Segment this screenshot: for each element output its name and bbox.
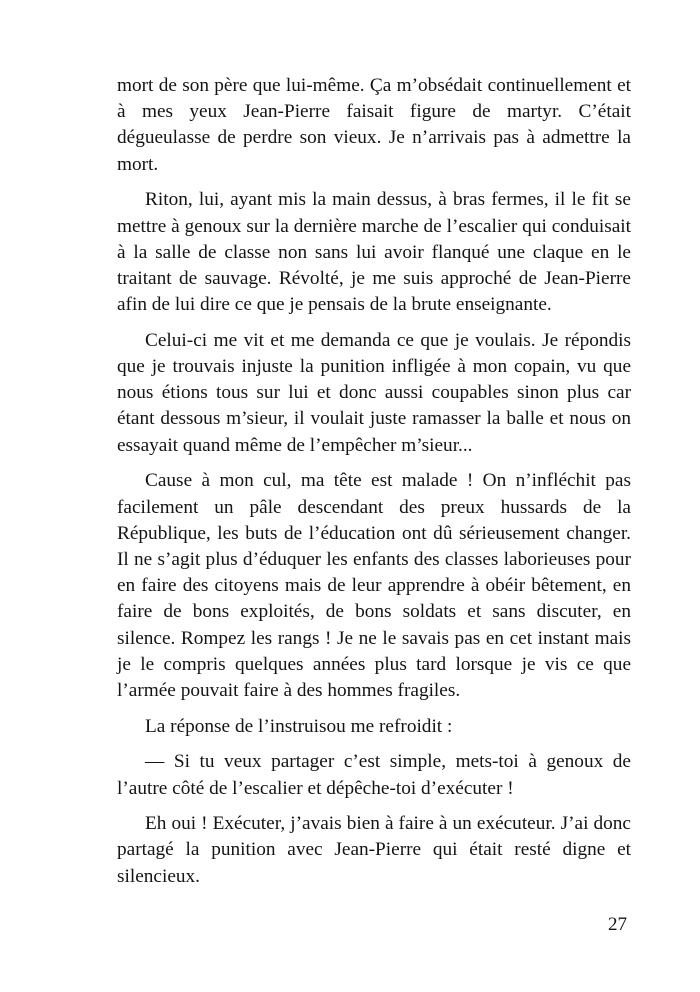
paragraph-6-dialogue: — Si tu veux partager c’est simple, mets-toi à genoux de l’autre côté de l’escalier et dépêche-toi d’exécuter ! <box>117 751 631 799</box>
paragraph-4: Cause à mon cul, ma tête est malade ! On n’infléchit pas facilement un pâle descendant des preux hussards de la République, les buts de l’éducation ont dû sérieusement changer. Il ne s’agit plus d’éduquer les enfants des classes laborieuses pour en faire des citoyens mais de leur apprendre à obéir bêtement, en faire de bons exploités, de bons soldats et sans discuter, en silence. Rompez les rangs ! Je ne le savais pas en cet instant mais je le compris quelques années plus tard lorsque je vis ce que l’armée pouvait faire à des hommes fragiles. <box>117 470 631 701</box>
paragraph-1: mort de son père que lui-même. Ça m’obsédait continuellement et à mes yeux Jean-Pierre faisait figure de martyr. C’était dégueulasse de perdre son vieux. Je n’arrivais pas à admettre la mort. <box>117 75 631 175</box>
paragraph-7: Eh oui ! Exécuter, j’avais bien à faire à un exécuteur. J’ai donc partagé la punition avec Jean-Pierre qui était resté digne et silencieux. <box>117 813 631 887</box>
paragraph-2: Riton, lui, ayant mis la main dessus, à bras fermes, il le fit se mettre à genoux sur la dernière marche de l’escalier qui conduisait à la salle de classe non sans lui avoir flanqué une claque en le traitant de sauvage. Révolté, je me suis approché de Jean-Pierre afin de lui dire ce que je pensais de la brute enseignante. <box>117 189 631 316</box>
paragraph-3: Celui-ci me vit et me demanda ce que je voulais. Je répondis que je trouvais injuste la punition infligée à mon copain, vu que nous étions tous sur lui et donc aussi coupables sinon plus car étant dessous m’sieur, il voulait juste ramasser la balle et nous on essayait quand même de l’empêcher m’sieur... <box>117 329 631 456</box>
paragraph-5: La réponse de l’instruisou me refroidit : <box>145 715 453 737</box>
body-text <box>117 73 631 899</box>
page-number: 27 <box>608 914 627 935</box>
